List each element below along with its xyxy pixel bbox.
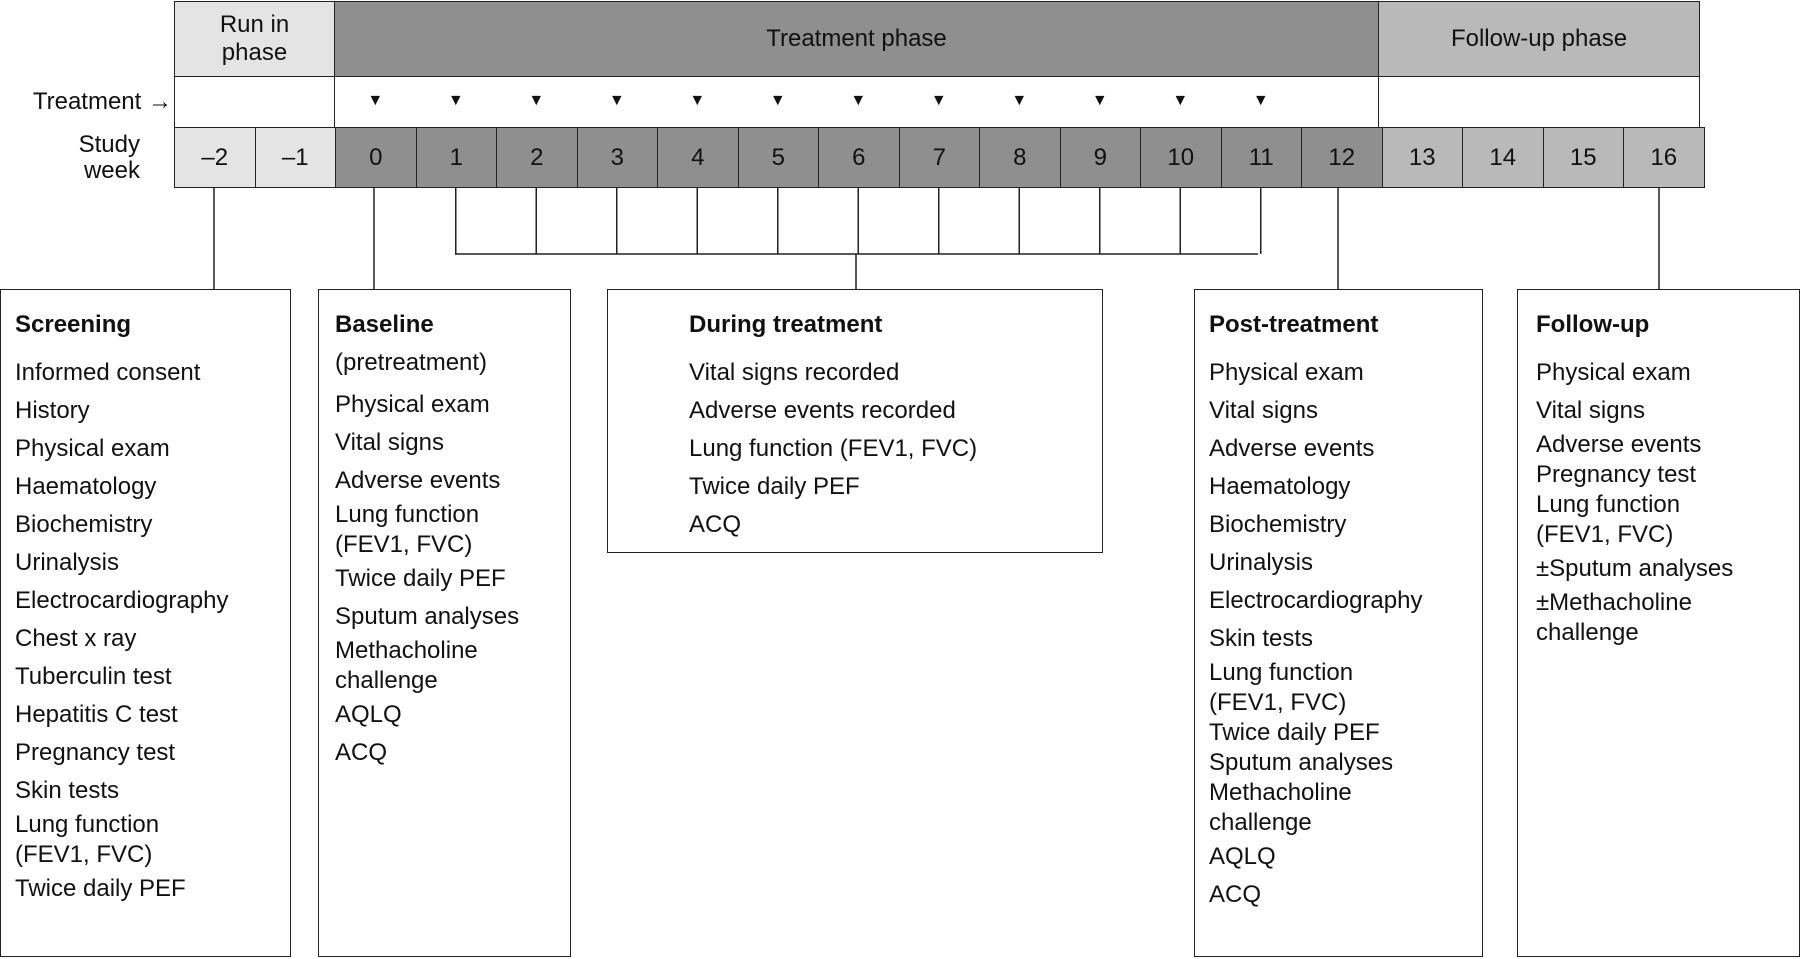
baseline-subtitle: (pretreatment) — [335, 349, 488, 376]
during-treatment-title: During treatment — [689, 311, 883, 338]
during-item: Twice daily PEF — [689, 473, 860, 500]
post-item: Biochemistry — [1209, 511, 1347, 538]
week-number: 1 — [449, 143, 463, 171]
screening-item: Electrocardiography — [15, 587, 229, 614]
follow-up-item: Adverse events — [1536, 431, 1702, 458]
post-treatment-box — [1194, 289, 1483, 957]
screening-item: Hepatitis C test — [15, 701, 178, 728]
week-number: –1 — [281, 143, 309, 171]
post-item: Twice daily PEF — [1209, 719, 1380, 746]
week-number: 5 — [771, 143, 785, 171]
baseline-item: Adverse events — [335, 467, 501, 494]
treatment-marker-icon: ▼ — [850, 92, 867, 109]
baseline-item: Sputum analyses — [335, 603, 520, 630]
post-item: (FEV1, FVC) — [1209, 689, 1347, 716]
post-item: Skin tests — [1209, 625, 1314, 652]
week-number: 12 — [1328, 143, 1356, 171]
week-number: 13 — [1408, 143, 1436, 171]
week-number: 8 — [1013, 143, 1027, 171]
screening-item: Tuberculin test — [15, 663, 172, 690]
screening-item: History — [15, 397, 90, 424]
post-item: ACQ — [1209, 881, 1262, 908]
follow-up-box — [1517, 289, 1800, 957]
screening-item: (FEV1, FVC) — [15, 841, 153, 868]
screening-item: Pregnancy test — [15, 739, 176, 766]
treatment-label-text: Treatment — [32, 88, 142, 115]
screening-item: Twice daily PEF — [15, 875, 186, 902]
post-item: Methacholine — [1209, 779, 1352, 806]
week-number: 2 — [530, 143, 544, 171]
post-item: Vital signs — [1209, 397, 1318, 424]
screening-item: Lung function — [15, 811, 160, 838]
baseline-item: Lung function — [335, 501, 480, 528]
week-number: 3 — [610, 143, 624, 171]
week-number: 0 — [369, 143, 383, 171]
follow-up-item: Lung function — [1536, 491, 1681, 518]
post-item: Urinalysis — [1209, 549, 1314, 576]
treatment-marker-icon: ▼ — [769, 92, 786, 109]
post-treatment-title: Post-treatment — [1209, 311, 1379, 338]
during-treatment-box — [607, 289, 1103, 553]
baseline-item: Twice daily PEF — [335, 565, 506, 592]
baseline-box — [318, 289, 571, 957]
treatment-marker-icon: ▼ — [1011, 92, 1028, 109]
screening-item: Physical exam — [15, 435, 170, 462]
screening-item: Chest x ray — [15, 625, 137, 652]
week-number: 9 — [1093, 143, 1107, 171]
treatment-marker-icon: ▼ — [1252, 92, 1269, 109]
week-number: 14 — [1489, 143, 1517, 171]
follow-up-item: Vital signs — [1536, 397, 1645, 424]
study-week-line-2: week — [83, 157, 140, 185]
treatment-marker-icon: ▼ — [447, 92, 464, 109]
follow-up-item: Physical exam — [1536, 359, 1691, 386]
follow-up-item: Pregnancy test — [1536, 461, 1697, 488]
baseline-item: (FEV1, FVC) — [335, 531, 473, 558]
post-item: Electrocardiography — [1209, 587, 1423, 614]
screening-item: Urinalysis — [15, 549, 120, 576]
screening-box — [0, 289, 291, 957]
treatment-marker-icon: ▼ — [1172, 92, 1189, 109]
week-number: 15 — [1569, 143, 1597, 171]
follow-up-title: Follow-up — [1536, 311, 1650, 338]
follow-up-item: ±Methacholine — [1536, 589, 1692, 616]
treatment-marker-icon: ▼ — [930, 92, 947, 109]
week-number: –2 — [201, 143, 229, 171]
week-number: 16 — [1650, 143, 1678, 171]
study-week-line-1: Study — [78, 131, 140, 158]
week-number: 6 — [852, 143, 866, 171]
screening-item: Biochemistry — [15, 511, 153, 538]
baseline-item: Physical exam — [335, 391, 490, 418]
week-number: 7 — [932, 143, 946, 171]
baseline-item: AQLQ — [335, 701, 402, 728]
post-item: Physical exam — [1209, 359, 1364, 386]
treatment-marker-icon: ▼ — [367, 92, 384, 109]
baseline-title: Baseline — [335, 311, 434, 338]
during-item: Adverse events recorded — [689, 397, 956, 424]
baseline-item: challenge — [335, 667, 438, 694]
treatment-marker-icon: ▼ — [528, 92, 545, 109]
follow-up-item: ±Sputum analyses — [1536, 555, 1734, 582]
baseline-item: Methacholine — [335, 637, 478, 664]
run-in-phase-label: Run in phase — [219, 11, 290, 66]
post-item: Lung function — [1209, 659, 1354, 686]
during-item: Vital signs recorded — [689, 359, 900, 386]
right-arrow-icon: → — [148, 88, 172, 115]
week-number: 11 — [1248, 143, 1274, 171]
screening-item: Informed consent — [15, 359, 201, 386]
screening-title: Screening — [15, 311, 132, 338]
treatment-phase-label: Treatment phase — [766, 25, 947, 53]
follow-up-phase-label: Follow-up phase — [1450, 25, 1628, 53]
post-item: AQLQ — [1209, 843, 1276, 870]
during-item: ACQ — [689, 511, 742, 538]
during-treatment-ticks — [456, 188, 1261, 254]
post-item: Haematology — [1209, 473, 1351, 500]
follow-up-item: challenge — [1536, 619, 1639, 646]
screening-item: Skin tests — [15, 777, 120, 804]
week-number: 10 — [1167, 143, 1195, 171]
during-item: Lung function (FEV1, FVC) — [689, 435, 978, 462]
baseline-item: Vital signs — [335, 429, 444, 456]
screening-item: Haematology — [15, 473, 157, 500]
treatment-marker-icon: ▼ — [689, 92, 706, 109]
week-number: 4 — [691, 143, 705, 171]
follow-up-item: (FEV1, FVC) — [1536, 521, 1674, 548]
treatment-marker-icon: ▼ — [608, 92, 625, 109]
post-item: Adverse events — [1209, 435, 1375, 462]
post-item: challenge — [1209, 809, 1312, 836]
post-item: Sputum analyses — [1209, 749, 1394, 776]
treatment-marker-icon: ▼ — [1091, 92, 1108, 109]
baseline-item: ACQ — [335, 739, 388, 766]
